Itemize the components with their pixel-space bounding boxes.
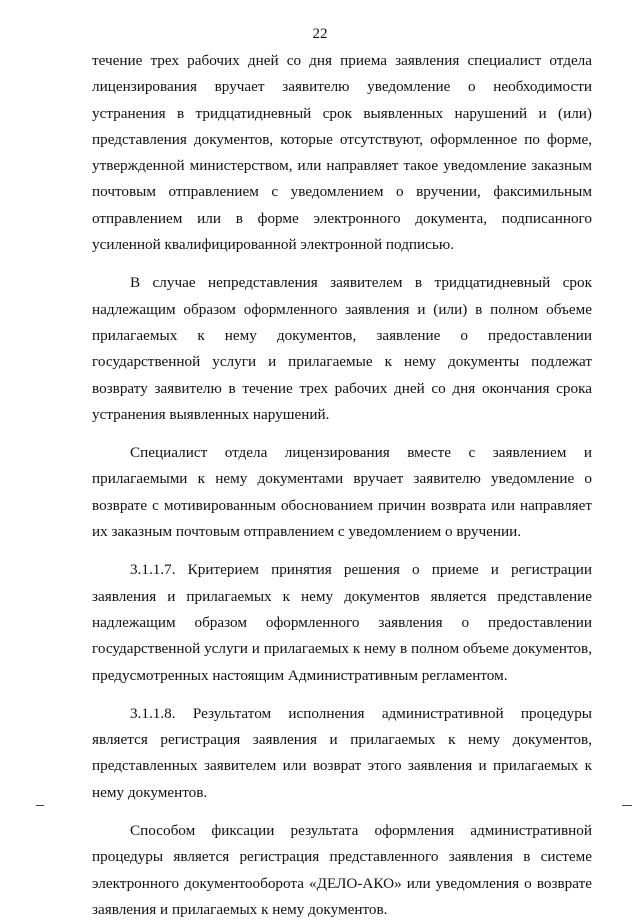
paragraph-section-3-1-1-7: 3.1.1.7. Критерием принятия решения о приеме и регистрации заявления и прилагаемых к нему документов является представление надлежащим образом оформленного заявления о предоставлении государственной услуги и прилагаемых к нему в полном объеме документов, предусмотренных настоящим Административным регламентом. xyxy=(92,561,592,684)
left-margin-mark xyxy=(36,805,44,806)
paragraph-return-notice: Специалист отдела лицензирования вместе с заявлением и прилагаемыми к нему документами вручает заявителю уведомление о возврате с мотивированным обоснованием причин возврата или направляет их заказным почтовым отправлением с уведомлением о вручении. xyxy=(92,444,592,541)
paragraph-section-3-1-1-8: 3.1.1.8. Результатом исполнения административной процедуры является регистрация заявления и прилагаемых к нему документов, представленных заявителем или возврат этого заявления и прилагаемых к нему документов. xyxy=(92,704,592,801)
paragraph-fixation-method: Способом фиксации результата оформления административной процедуры является регистрация представленного заявления в системе электронного документооборота «ДЕЛО-АКО» или уведомления о возврате заявления и прилагаемых к нему документов. xyxy=(92,822,592,918)
page-number: 22 xyxy=(312,26,328,42)
document-body xyxy=(92,48,592,923)
paragraph-continuation: течение трех рабочих дней со дня приема заявления специалист отдела лицензирования вручает заявителю уведомление о необходимости устранения в тридцатидневный срок выявленных нарушений и (или) представления документов, которые отсутствуют, оформленное по форме, утвержденной министерством, или направляет такое уведомление заказным почтовым отправлением с уведомлением о вручении, факсимильным отправлением или в форме электронного документа, подписанного усиленной квалифицированной электронной подписью. xyxy=(92,52,592,254)
paragraph-return-conditions: В случае непредставления заявителем в тридцатидневный срок надлежащим образом оформленного заявления и (или) в полном объеме прилагаемых к нему документов, заявление о предоставлении государственной услуги и прилагаемые к нему документы подлежат возврату заявителю в течение трех рабочих дней со дня окончания срока устранения выявленных нарушений. xyxy=(92,274,592,423)
right-margin-mark xyxy=(622,805,632,806)
